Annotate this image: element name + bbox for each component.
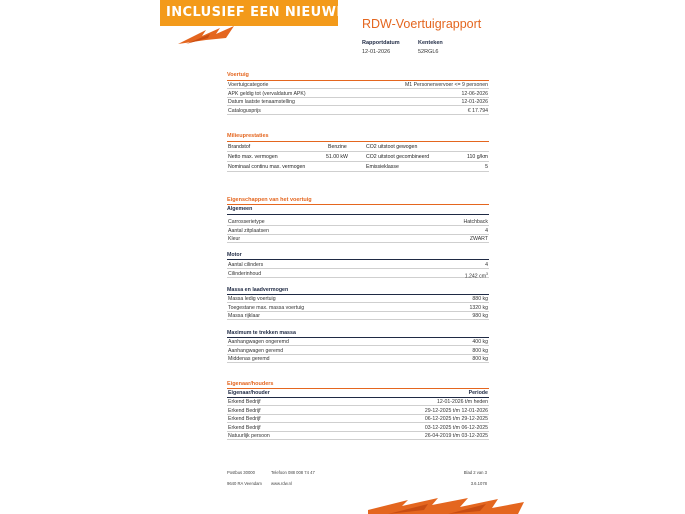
row-value: 880 kg	[472, 296, 488, 302]
subsection-engine-heading: Motor	[227, 252, 242, 258]
footer-page-number: Blad 2 van 3	[463, 470, 487, 475]
env-value-1: 51.00 kW	[326, 154, 348, 160]
row-label: Aantal cilinders	[228, 262, 264, 268]
plate-label: Kenteken	[418, 40, 443, 46]
row-label: Voertuigcategorie	[228, 82, 269, 88]
row-label: Massa ledig voertuig	[228, 296, 276, 302]
owner-row	[227, 398, 489, 406]
section-divider	[227, 204, 489, 205]
section-vehicle-heading: Voertuig	[227, 72, 249, 78]
owner-name: Erkend Bedrijf	[228, 424, 261, 431]
vehicle-row	[227, 98, 489, 106]
section-environment-heading: Milieuprestaties	[227, 133, 269, 139]
row-value: 1320 kg	[469, 304, 488, 311]
env-label-1: Nominaal continu max. vermogen	[228, 164, 306, 170]
owner-row	[227, 424, 489, 432]
owners-col-owner: Eigenaar/houder	[228, 390, 270, 396]
env-value-2: 110 g/km	[467, 154, 488, 160]
subsection-general-heading: Algemeen	[227, 206, 253, 212]
promo-banner: INCLUSIEF EEN NIEUWE APK	[160, 0, 338, 26]
owner-period: 03-12-2025 t/m 06-12-2025	[424, 424, 488, 431]
environment-row	[227, 162, 489, 172]
property-row	[227, 304, 489, 312]
row-value: 980 kg	[472, 313, 488, 319]
subsection-mass-heading: Massa en laadvermogen	[227, 287, 289, 293]
property-row	[227, 338, 489, 346]
property-row	[227, 227, 489, 235]
property-row	[227, 261, 489, 269]
owner-period: 12-01-2026 t/m heden	[436, 399, 488, 405]
row-value: M1 Personenvervoer <= 9 personen	[404, 82, 488, 88]
env-value-1: Benzine	[328, 144, 347, 150]
report-date-block	[362, 40, 400, 55]
plate-value: 52RGL6	[418, 49, 439, 55]
row-value: 12-06-2026	[461, 90, 488, 97]
section-properties-heading: Eigenschappen van het voertuig	[227, 197, 312, 203]
footer-page	[464, 470, 487, 486]
row-label: Aanhangwagen geremd	[228, 347, 284, 354]
env-value-2: 5	[485, 164, 488, 170]
row-label: Toegestane max. massa voertuig	[228, 304, 305, 311]
row-label: Massa rijklaar	[228, 313, 260, 319]
vehicle-row	[227, 90, 489, 98]
owner-period: 29-12-2025 t/m 12-01-2026	[424, 407, 488, 414]
vehicle-row	[227, 81, 489, 89]
row-value: 4	[485, 227, 488, 234]
property-row	[227, 312, 489, 320]
owner-name: Erkend Bedrijf	[228, 399, 261, 405]
footer-version: 3.6.1078	[470, 481, 487, 486]
row-label: Datum laatste tenaamstelling	[228, 99, 295, 105]
row-label: Aantal zitplaatsen	[228, 227, 269, 234]
row-value: 400 kg	[472, 339, 488, 345]
vehicle-row	[227, 107, 489, 115]
subsection-divider	[227, 214, 489, 215]
owner-period: 26-04-2019 t/m 03-12-2025	[424, 433, 488, 439]
owner-row	[227, 432, 489, 440]
env-label-2: CO2 uitstoot gecombineerd	[366, 154, 430, 160]
property-row	[227, 270, 489, 278]
row-label: Cilinderinhoud	[228, 270, 262, 277]
owner-name: Natuurlijk persoon	[228, 433, 270, 439]
section-divider	[227, 388, 489, 389]
property-row	[227, 355, 489, 363]
row-label: APK geldig tot (vervaldatum APK)	[228, 90, 306, 97]
footer-city: 9640 RA Veendam	[227, 481, 262, 486]
report-date-label: Rapportdatum	[362, 40, 400, 46]
owner-name: Erkend Bedrijf	[228, 416, 261, 422]
footer-address	[227, 470, 262, 486]
subsection-towing-heading: Maximum te trekken massa	[227, 330, 296, 336]
row-value: € 17.794	[467, 107, 488, 114]
row-label: Kleur	[228, 236, 241, 242]
footer-postbus: Postbus 30000	[227, 470, 255, 475]
owner-row	[227, 407, 489, 415]
row-label: Catalogusprijs	[228, 107, 261, 114]
footer-contact	[271, 470, 315, 486]
property-row	[227, 235, 489, 243]
env-label-2: Emissieklasse	[366, 164, 399, 170]
footer-website: www.rdw.nl	[271, 481, 292, 486]
env-label-1: Netto max. vermogen	[228, 154, 278, 160]
rdw-logo-bottom	[368, 496, 524, 514]
row-value: 4	[485, 262, 488, 268]
env-label-1: Brandstof	[228, 144, 251, 150]
owner-row	[227, 415, 489, 423]
report-date-value: 12-01-2026	[362, 49, 391, 55]
row-value: ZWART	[469, 236, 488, 242]
row-value	[465, 270, 488, 281]
displacement-value: 1.242 cm	[464, 273, 487, 280]
section-owners-heading: Eigenaar/houders	[227, 381, 274, 387]
row-label: Aanhangwagen ongeremd	[228, 339, 289, 345]
displacement-unit-exponent: 3	[486, 271, 488, 276]
row-label: Carrosserietype	[228, 219, 265, 225]
row-value: Hatchback	[463, 219, 488, 225]
row-value: 800 kg	[472, 356, 488, 362]
property-row	[227, 218, 489, 226]
row-value: 800 kg	[472, 347, 488, 354]
row-label: Middenas geremd	[228, 356, 270, 362]
env-label-2: CO2 uitstoot gewogen	[366, 144, 418, 150]
property-row	[227, 347, 489, 355]
subsection-divider	[227, 259, 489, 260]
footer-phone: Telefoon 088 008 74 47	[271, 470, 315, 475]
row-value: 12-01-2026	[461, 99, 488, 105]
owner-period: 06-12-2025 t/m 29-12-2025	[424, 416, 488, 422]
owners-col-period: Periode	[468, 390, 488, 396]
environment-row	[227, 142, 489, 152]
rdw-logo-top	[176, 24, 240, 46]
property-row	[227, 295, 489, 303]
environment-row	[227, 152, 489, 162]
owner-name: Erkend Bedrijf	[228, 407, 261, 414]
plate-block	[418, 40, 443, 55]
report-title: RDW-Voertuigrapport	[362, 17, 482, 31]
